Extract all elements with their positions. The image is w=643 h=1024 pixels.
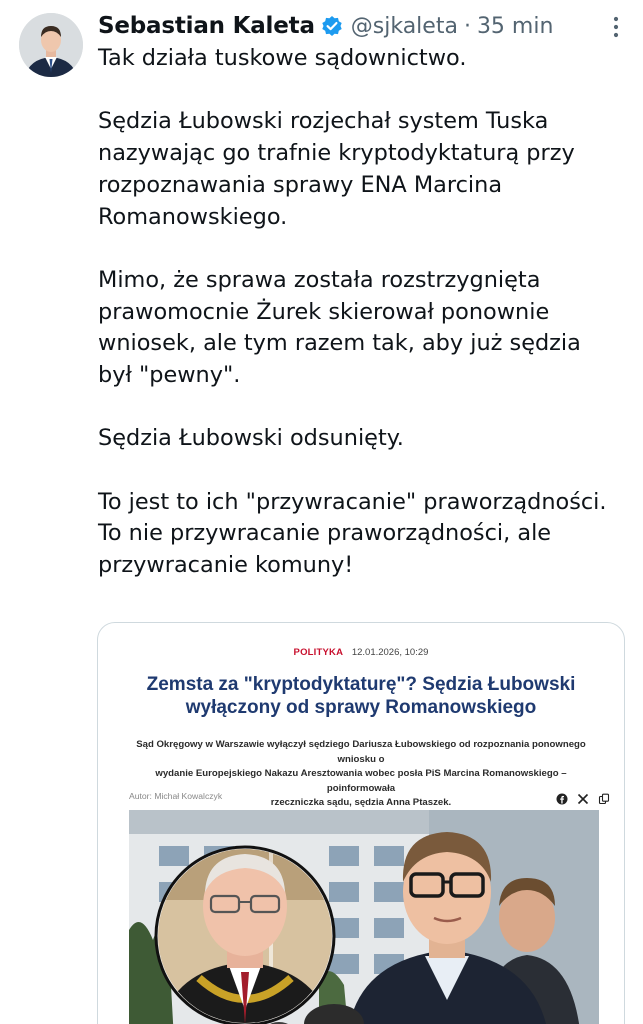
- article-date: 12.01.2026, 10:29: [351, 647, 429, 658]
- author-avatar-photo: [19, 13, 83, 77]
- article-lead-line: wydanie Europejskiego Nakazu Aresztowania wobec posła PiS Marcina Romanowskiego – poinformowała: [155, 768, 567, 794]
- more-options-icon[interactable]: [611, 14, 621, 40]
- tweet-text: [98, 43, 633, 582]
- article-card[interactable]: [97, 622, 625, 1024]
- article-photo: [129, 810, 599, 1024]
- verified-badge-icon: [321, 15, 343, 37]
- tweet-text-line: był "pewny".: [98, 362, 241, 388]
- paragraph-gap: [98, 233, 633, 265]
- article-lead-line: rzeczniczka sądu, sędzia Anna Ptaszek.: [270, 797, 452, 808]
- paragraph-gap: [98, 75, 633, 107]
- article-meta: [98, 647, 624, 658]
- tweet-text-line: wniosek, ale tym razem tak, aby już sędzia: [98, 330, 581, 357]
- tweet-text-line: prawomocnie Żurek skierował ponownie: [98, 298, 550, 325]
- paragraph-gap: [98, 455, 633, 487]
- tweet-text-line: nazywając go trafnie kryptodyktaturą przy: [98, 140, 575, 167]
- tweet-text-line: Mimo, że sprawa została rozstrzygnięta: [98, 266, 541, 293]
- copy-link-icon[interactable]: [598, 790, 610, 802]
- author-avatar[interactable]: [19, 13, 83, 77]
- article-headline-line: wyłączony od sprawy Romanowskiego: [185, 697, 537, 718]
- article-lead-line: Sąd Okręgowy w Warszawie wyłączył sędziego Dariusza Łubowskiego od rozpoznania ponownego wniosku o: [136, 739, 586, 765]
- share-buttons: [556, 790, 610, 802]
- tweet-text-line: To jest to ich "przywracanie" praworządności.: [98, 488, 607, 515]
- article-category[interactable]: POLITYKA: [293, 647, 344, 658]
- author-handle[interactable]: @sjkaleta: [350, 13, 458, 39]
- paragraph-gap: [98, 392, 633, 424]
- tweet-text-line: To nie przywracanie praworządności, ale: [98, 520, 552, 547]
- author-name[interactable]: Sebastian Kaleta: [98, 13, 315, 39]
- tweet-text-line: Sędzia Łubowski rozjechał system Tuska: [98, 108, 549, 135]
- separator-dot: ·: [463, 13, 471, 39]
- tweet-text-line: Tak działa tuskowe sądownictwo.: [98, 45, 467, 71]
- article-byline: Autor: Michał Kowalczyk: [129, 791, 223, 801]
- article-headline-line: Zemsta za "kryptodyktaturę"? Sędzia Łubowski: [146, 674, 576, 695]
- tweet-text-line: Romanowskiego.: [98, 203, 288, 230]
- tweet-text-line: Sędzia Łubowski odsunięty.: [98, 425, 404, 452]
- tweet-header: [98, 8, 603, 44]
- tweet-timestamp[interactable]: 35 min: [476, 13, 554, 39]
- tweet-text-line: przywracanie komuny!: [98, 552, 354, 579]
- x-icon[interactable]: [577, 790, 589, 802]
- tweet-text-line: rozpoznawania sprawy ENA Marcina: [98, 171, 503, 198]
- facebook-icon[interactable]: [556, 790, 568, 802]
- article-headline[interactable]: [128, 673, 594, 719]
